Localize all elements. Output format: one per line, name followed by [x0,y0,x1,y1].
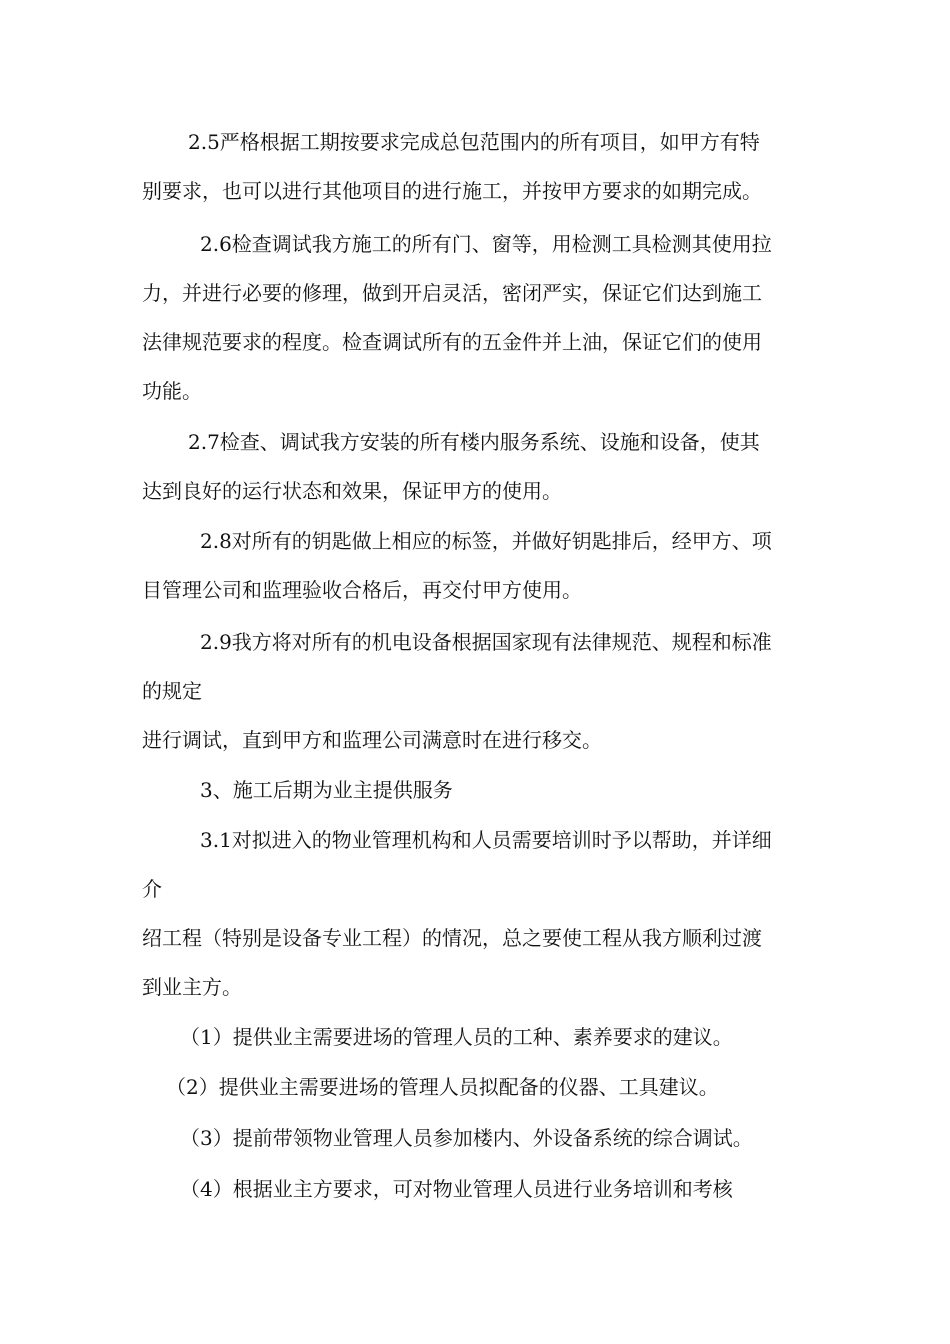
paragraph-2-7-line-2: 达到良好的运行状态和效果，保证甲方的使用。 [142,479,562,503]
paragraph-2-6-line-3: 法律规范要求的程度。检查调试所有的五金件并上油，保证它们的使用 [142,330,762,354]
paragraph-3-1-line-4: 到业主方。 [142,975,242,999]
paragraph-2-6-line-4: 功能。 [142,379,202,403]
paragraph-2-9-line-3: 进行调试，直到甲方和监理公司满意时在进行移交。 [142,728,602,752]
paragraph-3-1-line-2: 介 [142,877,162,901]
paragraph-2-9-line-2: 的规定 [142,679,202,703]
paragraph-2-6-line-1: 2.6检查调试我方施工的所有门、窗等，用检测工具检测其使用拉 [200,232,772,256]
paragraph-2-5-line-1: 2.5严格根据工期按要求完成总包范围内的所有项目，如甲方有特 [188,130,760,154]
list-item-2: （2）提供业主需要进场的管理人员拟配备的仪器、工具建议。 [166,1075,719,1099]
paragraph-2-8-line-2: 目管理公司和监理验收合格后，再交付甲方使用。 [142,578,582,602]
paragraph-2-7-line-1: 2.7检查、调试我方安装的所有楼内服务系统、设施和设备，使其 [188,430,760,454]
list-item-1: （1）提供业主需要进场的管理人员的工种、素养要求的建议。 [180,1025,733,1049]
list-item-3: （3）提前带领物业管理人员参加楼内、外设备系统的综合调试。 [180,1126,753,1150]
paragraph-2-8-line-1: 2.8对所有的钥匙做上相应的标签，并做好钥匙排后，经甲方、项 [200,529,772,553]
paragraph-2-5-line-2: 别要求，也可以进行其他项目的进行施工，并按甲方要求的如期完成。 [142,179,762,203]
section-3-heading: 3、施工后期为业主提供服务 [200,778,453,802]
paragraph-2-6-line-2: 力，并进行必要的修理，做到开启灵活，密闭严实，保证它们达到施工 [142,281,762,305]
paragraph-3-1-line-3: 绍工程（特别是设备专业工程）的情况，总之要使工程从我方顺利过渡 [142,926,762,950]
paragraph-2-9-line-1: 2.9我方将对所有的机电设备根据国家现有法律规范、规程和标准 [200,630,772,654]
list-item-4: （4）根据业主方要求，可对物业管理人员进行业务培训和考核 [180,1177,733,1201]
paragraph-3-1-line-1: 3.1对拟进入的物业管理机构和人员需要培训时予以帮助，并详细 [200,828,772,852]
